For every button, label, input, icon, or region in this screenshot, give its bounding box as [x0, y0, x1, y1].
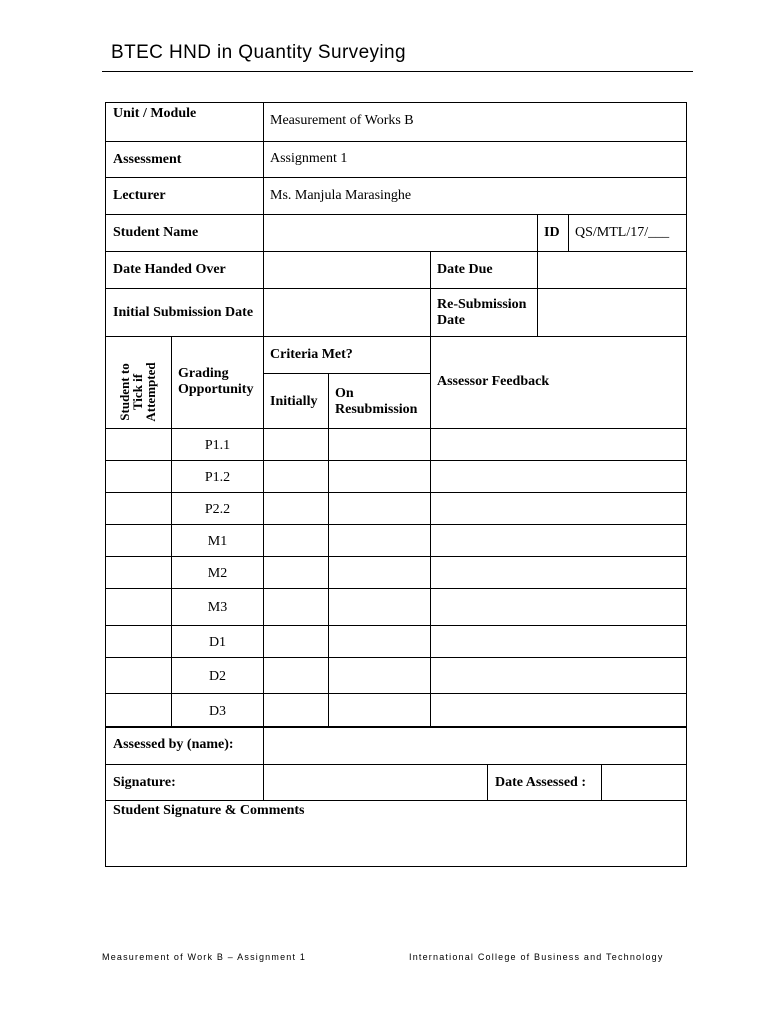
tick-cell[interactable] — [105, 693, 172, 728]
feedback-cell[interactable] — [430, 524, 687, 557]
tick-header-line3: Attempted — [143, 362, 158, 422]
resubmission-cell[interactable] — [328, 657, 431, 694]
criterion-code: P1.1 — [204, 438, 231, 453]
date-due-label: Date Due — [437, 262, 493, 277]
resub-header-cell — [328, 373, 431, 429]
tick-cell[interactable] — [105, 625, 172, 658]
signature-label: Signature: — [113, 775, 176, 790]
criterion-code-cell — [171, 625, 264, 658]
criterion-code-cell — [171, 524, 264, 557]
resub-header-line2: Resubmission — [335, 402, 418, 417]
opportunity-header-line2: Opportunity — [178, 382, 254, 397]
resubmission-cell[interactable] — [328, 492, 431, 525]
resubmission-label-cell — [430, 288, 538, 337]
lecturer-value-field[interactable] — [263, 177, 687, 215]
tick-cell[interactable] — [105, 556, 172, 589]
feedback-cell[interactable] — [430, 556, 687, 589]
feedback-cell[interactable] — [430, 693, 687, 728]
student-signature-field[interactable] — [105, 800, 687, 867]
tick-header-line2: Tick if — [130, 373, 145, 411]
resubmission-cell[interactable] — [328, 556, 431, 589]
date-handed-label: Date Handed Over — [113, 262, 226, 277]
student-name-field[interactable] — [263, 214, 538, 252]
tick-cell[interactable] — [105, 524, 172, 557]
criteria-header-cell — [263, 336, 431, 374]
date-assessed-label: Date Assessed : — [495, 775, 586, 790]
student-name-label-cell — [105, 214, 264, 252]
signature-field[interactable] — [263, 764, 488, 801]
assessed-by-field[interactable] — [263, 726, 687, 765]
date-handed-field[interactable] — [263, 251, 431, 289]
resubmission-label-line1: Re-Submission — [437, 297, 527, 312]
assessment-label: Assessment — [113, 152, 182, 167]
initially-cell[interactable] — [263, 556, 329, 589]
assessed-by-label-cell — [105, 726, 264, 765]
opportunity-header-cell — [171, 336, 264, 429]
footer-right: International College of Business and Technology — [409, 952, 664, 962]
resubmission-cell[interactable] — [328, 625, 431, 658]
feedback-cell[interactable] — [430, 625, 687, 658]
criterion-code: M1 — [207, 534, 228, 549]
initially-cell[interactable] — [263, 524, 329, 557]
unit-value-field[interactable] — [263, 102, 687, 142]
criterion-code-cell — [171, 428, 264, 461]
resubmission-field[interactable] — [537, 288, 687, 337]
initially-header-cell — [263, 373, 329, 429]
feedback-cell[interactable] — [430, 588, 687, 626]
assessment-label-cell — [105, 141, 264, 178]
resubmission-label-line2: Date — [437, 313, 465, 328]
tick-cell[interactable] — [105, 460, 172, 493]
tick-header-cell — [105, 336, 172, 429]
criterion-code-cell — [171, 588, 264, 626]
unit-label-cell — [105, 102, 264, 142]
criterion-code: P1.2 — [204, 470, 231, 485]
date-due-field[interactable] — [537, 251, 687, 289]
lecturer-label-cell — [105, 177, 264, 215]
criterion-code-cell — [171, 693, 264, 728]
tick-cell[interactable] — [105, 428, 172, 461]
initial-submission-label-cell — [105, 288, 264, 337]
tick-cell[interactable] — [105, 492, 172, 525]
initially-header: Initially — [270, 394, 318, 409]
criterion-code: M3 — [207, 600, 228, 615]
assessed-by-label: Assessed by (name): — [113, 737, 234, 752]
date-due-label-cell — [430, 251, 538, 289]
initially-cell[interactable] — [263, 625, 329, 658]
feedback-cell[interactable] — [430, 657, 687, 694]
resubmission-cell[interactable] — [328, 428, 431, 461]
id-value: QS/MTL/17/___ — [575, 225, 670, 240]
date-assessed-field[interactable] — [601, 764, 687, 801]
resubmission-cell[interactable] — [328, 693, 431, 728]
feedback-cell[interactable] — [430, 428, 687, 461]
criterion-code-cell — [171, 492, 264, 525]
criterion-code: D2 — [208, 669, 227, 684]
resubmission-cell[interactable] — [328, 588, 431, 626]
lecturer-value: Ms. Manjula Marasinghe — [270, 188, 412, 203]
tick-header-line1: Student to — [117, 363, 132, 421]
initially-cell[interactable] — [263, 460, 329, 493]
student-signature-label: Student Signature & Comments — [113, 803, 305, 818]
resub-header-line1: On — [335, 386, 354, 401]
unit-label: Unit / Module — [113, 106, 197, 121]
assessment-value: Assignment 1 — [270, 151, 348, 166]
feedback-cell[interactable] — [430, 460, 687, 493]
initial-submission-field[interactable] — [263, 288, 431, 337]
date-assessed-label-cell — [487, 764, 602, 801]
tick-header — [118, 343, 160, 441]
criterion-code-cell — [171, 657, 264, 694]
criterion-code-cell — [171, 460, 264, 493]
id-value-field[interactable] — [568, 214, 687, 252]
assessment-value-field[interactable] — [263, 141, 687, 178]
student-name-label: Student Name — [113, 225, 199, 240]
lecturer-label: Lecturer — [113, 188, 166, 203]
criterion-code: D1 — [208, 635, 227, 650]
criterion-code: D3 — [208, 704, 227, 719]
unit-value: Measurement of Works B — [270, 113, 414, 128]
date-handed-label-cell — [105, 251, 264, 289]
feedback-header: Assessor Feedback — [437, 374, 550, 389]
criterion-code-cell — [171, 556, 264, 589]
initial-submission-label: Initial Submission Date — [113, 305, 254, 320]
footer-left: Measurement of Work B – Assignment 1 — [102, 952, 307, 962]
initially-cell[interactable] — [263, 492, 329, 525]
tick-cell[interactable] — [105, 657, 172, 694]
feedback-cell[interactable] — [430, 492, 687, 525]
initially-cell[interactable] — [263, 657, 329, 694]
signature-label-cell — [105, 764, 264, 801]
criterion-code: M2 — [207, 566, 228, 581]
initially-cell[interactable] — [263, 588, 329, 626]
feedback-header-cell — [430, 336, 687, 429]
resubmission-cell[interactable] — [328, 460, 431, 493]
criterion-code: P2.2 — [204, 502, 231, 517]
criteria-header: Criteria Met? — [270, 347, 353, 362]
id-label-cell — [537, 214, 569, 252]
id-label: ID — [544, 225, 560, 240]
page-title: BTEC HND in Quantity Surveying — [111, 42, 406, 63]
resubmission-cell[interactable] — [328, 524, 431, 557]
opportunity-header-line1: Grading — [178, 366, 229, 381]
initially-cell[interactable] — [263, 693, 329, 728]
initially-cell[interactable] — [263, 428, 329, 461]
tick-cell[interactable] — [105, 588, 172, 626]
